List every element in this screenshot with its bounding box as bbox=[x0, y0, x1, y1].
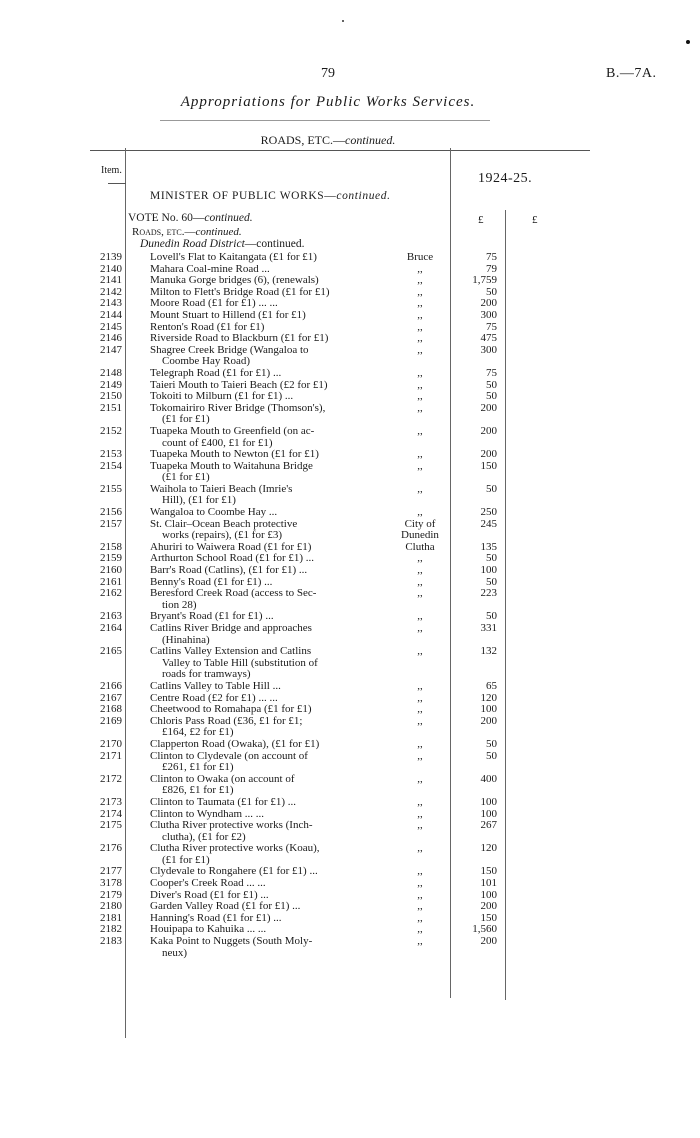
local-authority: ,, bbox=[417, 424, 423, 437]
item-number: 2150 bbox=[100, 390, 122, 403]
local-authority: ,, bbox=[417, 795, 423, 808]
item-number: 2158 bbox=[100, 540, 122, 553]
local-authority: ,, bbox=[417, 610, 423, 623]
table-row bbox=[0, 936, 700, 959]
item-description: Chloris Pass Road (£36, £1 for £1; £164, £2 for £1) bbox=[150, 714, 303, 739]
item-description: Riverside Road to Blackburn (£1 for £1) bbox=[150, 332, 329, 345]
amount: 100 bbox=[480, 564, 497, 577]
amount: 65 bbox=[486, 679, 497, 692]
item-number: 2149 bbox=[100, 378, 122, 391]
local-authority: ,, bbox=[417, 900, 423, 913]
item-description: Houipapa to Kahuika ... ... bbox=[150, 923, 267, 936]
item-description: Catlins River Bridge and approaches (Hinahina) bbox=[150, 622, 312, 646]
entries-list bbox=[0, 252, 700, 959]
section-heading: ROADS, ETC.—continued. bbox=[260, 133, 396, 147]
amount: 250 bbox=[480, 506, 497, 519]
amount: 75 bbox=[486, 366, 497, 379]
page-title: Appropriations for Public Works Services. bbox=[180, 94, 476, 110]
amount: 75 bbox=[486, 251, 497, 263]
local-authority: ,, bbox=[417, 332, 423, 345]
amount: 100 bbox=[480, 888, 497, 901]
item-number: 2182 bbox=[100, 923, 122, 936]
local-authority: ,, bbox=[417, 703, 423, 716]
local-authority: ,, bbox=[417, 645, 423, 658]
table-row bbox=[0, 310, 700, 322]
table-row bbox=[0, 820, 700, 843]
item-number: 2143 bbox=[100, 297, 122, 310]
local-authority: ,, bbox=[417, 564, 423, 577]
local-authority: ,, bbox=[417, 552, 423, 565]
local-authority: ,, bbox=[417, 297, 423, 310]
item-description: Manuka Gorge bridges (6), (renewals) bbox=[150, 274, 319, 287]
item-description: Ahuriri to Waiwera Road (£1 for £1) bbox=[150, 540, 312, 553]
item-number: 2180 bbox=[100, 900, 122, 913]
local-authority: ,, bbox=[417, 587, 423, 600]
table-row bbox=[0, 333, 700, 345]
local-authority: ,, bbox=[417, 888, 423, 901]
table-row bbox=[0, 878, 700, 890]
local-authority: ,, bbox=[417, 262, 423, 275]
item-number: 2168 bbox=[100, 703, 122, 716]
item-description: Mahara Coal-mine Road ... bbox=[150, 262, 270, 275]
amount: 132 bbox=[480, 645, 497, 658]
item-number: 2160 bbox=[100, 564, 122, 577]
item-description: Clinton to Taumata (£1 for £1) ... bbox=[150, 795, 296, 808]
item-number: 2156 bbox=[100, 506, 122, 519]
local-authority: ,, bbox=[417, 865, 423, 878]
amount: 50 bbox=[486, 285, 497, 298]
item-number: 2179 bbox=[100, 888, 122, 901]
amount: 101 bbox=[480, 877, 497, 890]
item-number: 2165 bbox=[100, 645, 122, 658]
table-row bbox=[0, 588, 700, 611]
item-number: 2153 bbox=[100, 448, 122, 461]
item-description: Benny's Road (£1 for £1) ... bbox=[150, 575, 273, 588]
item-description: Garden Valley Road (£1 for £1) ... bbox=[150, 900, 301, 913]
amount: 331 bbox=[480, 622, 497, 634]
item-description: Beresford Creek Road (access to Sec- tion 28) bbox=[150, 587, 317, 611]
local-authority: ,, bbox=[417, 842, 423, 855]
amount: 100 bbox=[480, 795, 497, 808]
local-authority: City of Dunedin bbox=[401, 517, 439, 542]
amount: 200 bbox=[480, 714, 497, 727]
amount: 200 bbox=[480, 297, 497, 310]
item-description: Telegraph Road (£1 for £1) ... bbox=[150, 366, 282, 379]
amount: 223 bbox=[480, 587, 497, 600]
local-authority: ,, bbox=[417, 749, 423, 762]
amount: 50 bbox=[486, 378, 497, 391]
local-authority: ,, bbox=[417, 343, 423, 356]
local-authority: ,, bbox=[417, 448, 423, 461]
item-number: 2142 bbox=[100, 285, 122, 298]
local-authority: ,, bbox=[417, 691, 423, 704]
item-description: Wangaloa to Coombe Hay ... bbox=[150, 506, 278, 519]
table-row bbox=[0, 403, 700, 426]
amount: 150 bbox=[480, 459, 497, 472]
local-authority: ,, bbox=[417, 772, 423, 785]
table-top-rule bbox=[90, 150, 590, 151]
item-description: Tuapeka Mouth to Waitahuna Bridge (£1 for £1) bbox=[150, 459, 313, 484]
item-number: 2169 bbox=[100, 714, 122, 727]
item-number: 2174 bbox=[100, 807, 122, 820]
item-description: Clinton to Clydevale (on account of £261, £1 for £1) bbox=[150, 749, 308, 774]
amount: 1,560 bbox=[472, 923, 497, 936]
item-number: 2141 bbox=[100, 274, 122, 287]
local-authority: ,, bbox=[417, 320, 423, 333]
local-authority: ,, bbox=[417, 679, 423, 692]
item-number: 2170 bbox=[100, 737, 122, 750]
amount: 200 bbox=[480, 900, 497, 913]
amount: 200 bbox=[480, 424, 497, 437]
local-authority: ,, bbox=[417, 378, 423, 391]
item-description: Mount Stuart to Hillend (£1 for £1) bbox=[150, 308, 306, 321]
local-authority: ,, bbox=[417, 575, 423, 588]
item-number: 2175 bbox=[100, 819, 122, 832]
speck bbox=[686, 40, 690, 44]
item-number: 2166 bbox=[100, 679, 122, 692]
table-row bbox=[0, 751, 700, 774]
amount: 135 bbox=[480, 540, 497, 553]
local-authority: ,, bbox=[417, 390, 423, 403]
table-row bbox=[0, 252, 700, 264]
item-number: 2155 bbox=[100, 482, 122, 495]
item-description: Cooper's Creek Road ... ... bbox=[150, 877, 266, 890]
amount: 50 bbox=[486, 610, 497, 623]
item-number: 2176 bbox=[100, 842, 122, 855]
amount: 245 bbox=[480, 517, 497, 530]
amount: 200 bbox=[480, 401, 497, 414]
item-number: 2159 bbox=[100, 552, 122, 565]
amount: 100 bbox=[480, 807, 497, 820]
item-number: 2140 bbox=[100, 262, 122, 275]
item-number: 2164 bbox=[100, 622, 122, 634]
item-description: Hanning's Road (£1 for £1) ... bbox=[150, 911, 282, 924]
table-row bbox=[0, 739, 700, 751]
amount: 475 bbox=[480, 332, 497, 345]
title-rule bbox=[160, 120, 490, 121]
currency-label: £ bbox=[478, 214, 484, 226]
table-row bbox=[0, 797, 700, 809]
table-row bbox=[0, 704, 700, 716]
page-number: 79 bbox=[321, 66, 335, 81]
amount: 100 bbox=[480, 703, 497, 716]
item-number: 2173 bbox=[100, 795, 122, 808]
table-row bbox=[0, 391, 700, 403]
item-description: Clinton to Wyndham ... ... bbox=[150, 807, 265, 820]
item-description: Catlins Valley Extension and Catlins Valley to Table Hill (substitution of roads for tramways) bbox=[150, 645, 318, 681]
vote-heading: VOTE No. 60—continued. bbox=[128, 212, 253, 224]
amount: 200 bbox=[480, 448, 497, 461]
local-authority: ,, bbox=[417, 366, 423, 379]
item-description: Moore Road (£1 for £1) ... ... bbox=[150, 297, 278, 310]
item-number: 2139 bbox=[100, 251, 122, 263]
table-row bbox=[0, 507, 700, 519]
item-number: 2161 bbox=[100, 575, 122, 588]
local-authority: ,, bbox=[417, 923, 423, 936]
local-authority: ,, bbox=[417, 877, 423, 890]
amount: 50 bbox=[486, 482, 497, 495]
amount: 1,759 bbox=[472, 274, 497, 287]
amount: 50 bbox=[486, 749, 497, 762]
table-row bbox=[0, 646, 700, 681]
item-description: Waihola to Taieri Beach (Imrie's Hill), (£1 for £1) bbox=[150, 482, 293, 507]
item-number: 2163 bbox=[100, 610, 122, 623]
item-description: Cheetwood to Romahapa (£1 for £1) bbox=[150, 703, 312, 716]
item-description: Taieri Mouth to Taieri Beach (£2 for £1) bbox=[150, 378, 328, 391]
amount: 75 bbox=[486, 320, 497, 333]
item-description: Bryant's Road (£1 for £1) ... bbox=[150, 610, 274, 623]
amount: 300 bbox=[480, 308, 497, 321]
amount: 200 bbox=[480, 935, 497, 948]
item-description: Catlins Valley to Table Hill ... bbox=[150, 679, 281, 692]
item-number: 2177 bbox=[100, 865, 122, 878]
amount: 400 bbox=[480, 772, 497, 785]
amount: 120 bbox=[480, 691, 497, 704]
table-row bbox=[0, 843, 700, 866]
item-number: 2181 bbox=[100, 911, 122, 924]
item-description: Diver's Road (£1 for £1) ... bbox=[150, 888, 269, 901]
local-authority: ,, bbox=[417, 285, 423, 298]
table-row bbox=[0, 484, 700, 507]
local-authority: ,, bbox=[417, 807, 423, 820]
item-header-rule bbox=[108, 183, 126, 184]
local-authority: ,, bbox=[417, 714, 423, 727]
table-row bbox=[0, 426, 700, 449]
amount: 120 bbox=[480, 842, 497, 855]
item-description: St. Clair–Ocean Beach protective works (repairs), (£1 for £3) bbox=[150, 517, 298, 542]
item-description: Arthurton School Road (£1 for £1) ... bbox=[150, 552, 315, 565]
table-row bbox=[0, 681, 700, 693]
item-description: Tokoiti to Milburn (£1 for £1) ... bbox=[150, 390, 294, 403]
item-description: Milton to Flett's Bridge Road (£1 for £1) bbox=[150, 285, 330, 298]
local-authority: ,, bbox=[417, 622, 423, 634]
table-row bbox=[0, 774, 700, 797]
item-description: Renton's Road (£1 for £1) bbox=[150, 320, 265, 333]
item-description: Clutha River protective works (Inch- clutha), (£1 for £2) bbox=[150, 819, 313, 843]
item-description: Shagree Creek Bridge (Wangaloa to Coombe Hay Road) bbox=[150, 343, 309, 368]
item-number: 2145 bbox=[100, 320, 122, 333]
item-column-header: Item. bbox=[101, 165, 122, 176]
item-number: 3178 bbox=[100, 877, 122, 890]
table-row bbox=[0, 368, 700, 380]
local-authority: ,, bbox=[417, 506, 423, 519]
item-description: Clapperton Road (Owaka), (£1 for £1) bbox=[150, 737, 320, 750]
item-number: 2171 bbox=[100, 749, 122, 762]
table-row bbox=[0, 461, 700, 484]
local-authority: ,, bbox=[417, 911, 423, 924]
item-number: 2147 bbox=[100, 343, 122, 356]
item-number: 2148 bbox=[100, 366, 122, 379]
item-description: Centre Road (£2 for £1) ... ... bbox=[150, 691, 278, 704]
amount: 50 bbox=[486, 552, 497, 565]
item-description: Tuapeka Mouth to Greenfield (on ac- count of £400, £1 for £1) bbox=[150, 424, 315, 449]
local-authority: Clutha bbox=[405, 540, 435, 553]
item-number: 2154 bbox=[100, 459, 122, 472]
local-authority: ,, bbox=[417, 401, 423, 414]
item-description: Tuapeka Mouth to Newton (£1 for £1) bbox=[150, 448, 319, 461]
local-authority: ,, bbox=[417, 482, 423, 495]
table-row bbox=[0, 449, 700, 461]
local-authority: ,, bbox=[417, 459, 423, 472]
item-description: Lovell's Flat to Kaitangata (£1 for £1) bbox=[150, 251, 317, 263]
local-authority: ,, bbox=[417, 935, 423, 948]
roads-heading: Roads, etc.—continued. bbox=[132, 226, 242, 238]
local-authority: ,, bbox=[417, 819, 423, 832]
item-number: 2152 bbox=[100, 424, 122, 437]
currency-label: £ bbox=[532, 214, 538, 226]
amount: 50 bbox=[486, 575, 497, 588]
amount: 50 bbox=[486, 390, 497, 403]
item-description: Tokomairiro River Bridge (Thomson's), (£1 for £1) bbox=[150, 401, 326, 426]
item-description: Clutha River protective works (Koau), (£1 for £1) bbox=[150, 842, 320, 866]
item-description: Clinton to Owaka (on account of £826, £1 for £1) bbox=[150, 772, 295, 797]
table-row bbox=[0, 345, 700, 368]
amount: 79 bbox=[486, 262, 497, 275]
minister-heading: MINISTER OF PUBLIC WORKS—continued. bbox=[150, 190, 391, 202]
table-row bbox=[0, 519, 700, 542]
item-number: 2167 bbox=[100, 691, 122, 704]
amount: 267 bbox=[480, 819, 497, 832]
item-description: Barr's Road (Catlins), (£1 for £1) ... bbox=[150, 564, 308, 577]
item-number: 2162 bbox=[100, 587, 122, 600]
table-row bbox=[0, 565, 700, 577]
item-number: 2172 bbox=[100, 772, 122, 785]
item-number: 2151 bbox=[100, 401, 122, 414]
local-authority: ,, bbox=[417, 737, 423, 750]
item-number: 2146 bbox=[100, 332, 122, 345]
amount: 300 bbox=[480, 343, 497, 356]
local-authority: Bruce bbox=[406, 251, 434, 263]
local-authority: ,, bbox=[417, 274, 423, 287]
district-heading: Dunedin Road District—continued. bbox=[140, 238, 305, 250]
speck bbox=[342, 20, 344, 22]
amount: 50 bbox=[486, 737, 497, 750]
table-row bbox=[0, 623, 700, 646]
item-number: 2144 bbox=[100, 308, 122, 321]
amount: 150 bbox=[480, 865, 497, 878]
item-number: 2157 bbox=[100, 517, 122, 530]
item-description: Kaka Point to Nuggets (South Moly- neux) bbox=[150, 935, 313, 959]
local-authority: ,, bbox=[417, 308, 423, 321]
year-column-header: 1924-25. bbox=[478, 171, 533, 186]
amount: 150 bbox=[480, 911, 497, 924]
table-row bbox=[0, 716, 700, 739]
item-number: 2183 bbox=[100, 935, 122, 948]
item-description: Clydevale to Rongahere (£1 for £1) ... bbox=[150, 865, 318, 878]
document-reference: B.—7A. bbox=[606, 66, 657, 81]
